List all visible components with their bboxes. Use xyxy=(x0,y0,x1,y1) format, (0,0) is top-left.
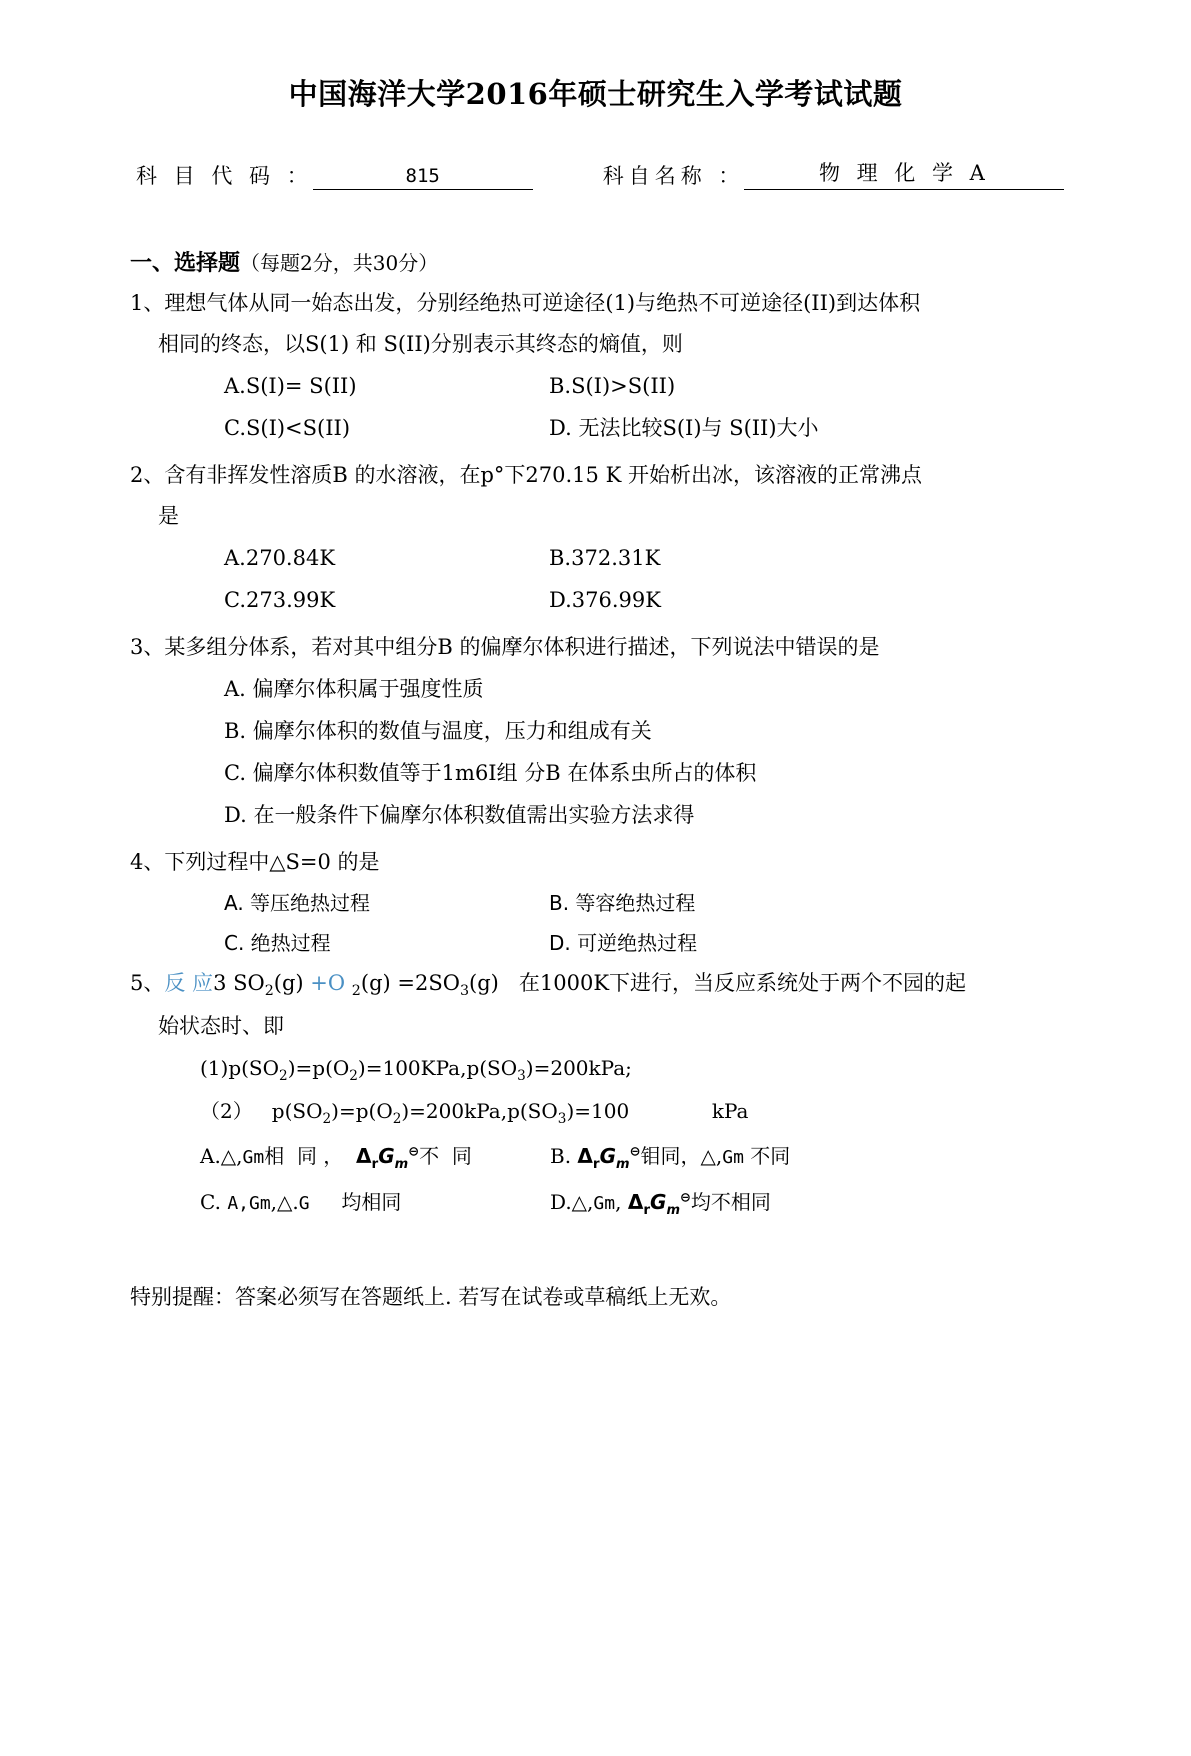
question-5-subitem-2: （2） $p(SO_2)=p(O_2)=200kPa,p(SO_3)=100$ kPa xyxy=(200,1099,749,1128)
question-1-option-b: B.S(I)>S(II) xyxy=(549,373,676,398)
question-2-option-d: D.376.99K xyxy=(549,587,661,612)
question-1-options-row-2 xyxy=(0,407,1191,449)
subject-name-value: 物 理 化 学 A xyxy=(744,157,1064,190)
question-1-option-c: C.S(I)<S(II) xyxy=(224,415,351,440)
question-2-line2: 是 xyxy=(158,503,179,528)
question-4-options-row-2 xyxy=(0,923,1191,963)
question-2-number: 2、 xyxy=(130,462,165,487)
question-4-option-d: D. 可逆绝热过程 xyxy=(549,930,698,955)
question-5-equation: 3 $SO_2(g) +O$ $_2(g) =2SO_3(g)$ xyxy=(213,970,499,999)
question-1-number: 1、 xyxy=(130,291,165,315)
question-5-answers-row-1 xyxy=(0,1134,1191,1180)
question-4-option-b: B. 等容绝热过程 xyxy=(549,890,696,915)
question-2 xyxy=(0,455,1191,496)
special-notice: 特别提醒：答案必须写在答题纸上. 若写在试卷或草稿纸上无欢。 xyxy=(130,1284,732,1309)
exam-paper-page xyxy=(0,72,1191,1756)
exam-meta-row xyxy=(0,157,1191,190)
section-heading xyxy=(0,246,1191,277)
question-5 xyxy=(0,963,1191,1006)
subject-code-label: 科 目 代 码 ： xyxy=(136,164,313,188)
question-2-option-b: B.372.31K xyxy=(549,545,661,570)
question-2-text: 含有非挥发性溶质B 的水溶液，在p°下270.15 K 开始析出冰，该溶液的正常沸点 xyxy=(164,462,922,487)
question-4-option-a: A. 等压绝热过程 xyxy=(224,890,371,915)
question-5-prefix: 反 应 xyxy=(164,970,214,995)
question-3-option-d: D. 在一般条件下偏摩尔体积数值需出实验方法求得 xyxy=(224,802,695,827)
question-1-option-d: D. 无法比较S(I)与 S(II)大小 xyxy=(549,415,819,440)
question-4-option-c: C. 绝热过程 xyxy=(224,930,331,955)
question-4-text: 下列过程中△S=0 的是 xyxy=(164,849,380,874)
question-3-text: 某多组分体系，若对其中组分B 的偏摩尔体积进行描述，下列说法中错误的是 xyxy=(164,634,880,659)
question-2-option-c: C.273.99K xyxy=(224,587,336,612)
question-1-line2: 相同的终态，以S(1) 和 S(II)分别表示其终态的熵值，则 xyxy=(158,331,683,356)
question-3-option-b: B. 偏摩尔体积的数值与温度，压力和组成有关 xyxy=(224,718,652,743)
question-3-option-a: A. 偏摩尔体积属于强度性质 xyxy=(224,676,484,701)
section-title: 选择题 xyxy=(174,250,241,276)
question-2-options-row-1 xyxy=(0,537,1191,579)
question-4-number: 4、 xyxy=(130,849,165,874)
question-1-option-a: A.S(I)= S(II) xyxy=(224,373,357,398)
section-number: 一、 xyxy=(130,250,175,276)
question-5-subitem-1: $(1)p(SO_2)=p(O_2)=100KPa,p(SO_3)=200kPa$; xyxy=(200,1055,632,1084)
question-5-answer-a: A.△,Gm相 同 ， $\Delta_rG_m^⊖$不 同 xyxy=(200,1143,472,1172)
question-4 xyxy=(0,842,1191,883)
subject-code-value: 815 xyxy=(313,165,533,190)
question-5-number: 5、 xyxy=(130,970,165,995)
section-scoring: （每题2分，共30分） xyxy=(240,251,439,275)
question-1-text: 理想气体从同一始态出发，分别经绝热可逆途径(1)与绝热不可逆途径(II)到达体积 xyxy=(164,291,921,315)
question-5-line2: 始状态时、即 xyxy=(158,1013,284,1038)
question-3-option-c: C. 偏摩尔体积数值等于1m6Ⅰ组 分B 在体系虫所占的体积 xyxy=(224,760,757,785)
question-2-options-row-2 xyxy=(0,579,1191,621)
question-5-answers-row-2 xyxy=(0,1180,1191,1226)
question-3 xyxy=(0,627,1191,668)
question-2-option-a: A.270.84K xyxy=(224,545,336,570)
subject-name-label: 科自名称 ： xyxy=(602,164,745,188)
question-5-answer-c: C. A,Gm,△.G 均相同 xyxy=(200,1189,402,1214)
question-5-answer-d: D.△,Gm, $\Delta_rG_m^⊖$均不相同 xyxy=(550,1189,771,1218)
question-3-number: 3、 xyxy=(130,634,165,659)
question-5-text-after: 在1000K下进行，当反应系统处于两个不园的起 xyxy=(518,970,967,995)
question-5-answer-b: B. $\Delta_rG_m^⊖$钼同，△,Gm 不同 xyxy=(550,1143,791,1172)
question-1-options-row-1 xyxy=(0,365,1191,407)
question-4-options-row-1 xyxy=(0,883,1191,923)
question-1 xyxy=(0,283,1191,324)
page-title: 中国海洋大学2016年硕士研究生入学考试试题 xyxy=(288,77,903,111)
